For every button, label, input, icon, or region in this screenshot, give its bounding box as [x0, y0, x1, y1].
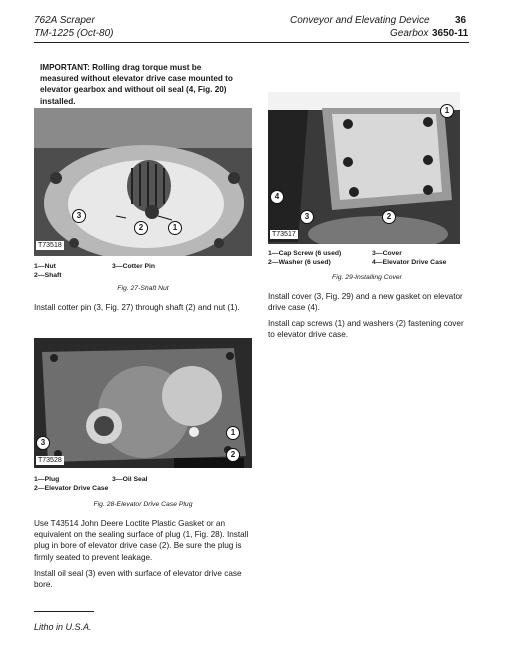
section-title: Conveyor and Elevating Device: [290, 15, 430, 26]
fig29-tag: T73517: [272, 231, 296, 238]
page-number: 36: [455, 15, 467, 26]
fig27-callout-1: 1: [168, 221, 182, 235]
fig27-legend-3: 3—Cotter Pin: [112, 263, 156, 270]
footer-rule: [34, 611, 94, 612]
fig27-tag: T73518: [38, 242, 62, 249]
fig28-legend-1: 1—Plug: [34, 476, 60, 483]
fig29-caption: Fig. 29-Installing Cover: [332, 274, 402, 281]
header-rule: [34, 42, 469, 43]
fig27-callout-3: 3: [72, 209, 86, 223]
fig27-legend-2: 2—Shaft: [34, 272, 62, 279]
manual-number: TM-1225 (Oct-80): [34, 28, 114, 39]
fig29-callout-3: 3: [300, 210, 314, 224]
fig28-callout-1: 1: [226, 426, 240, 440]
fig29-callout-2: 2: [382, 210, 396, 224]
left-para-3: Install oil seal (3) even with surface of elevator drive case bore.: [34, 569, 242, 590]
fig29-legend-3: 3—Cover: [372, 250, 402, 257]
fig29-photo: [268, 92, 460, 244]
litho-note: Litho in U.S.A.: [34, 622, 92, 632]
manual-title: 762A Scraper: [34, 15, 95, 26]
fig27-legend-1: 1—Nut: [34, 263, 56, 270]
fig28-callout-2: 2: [226, 448, 240, 462]
fig27-callout-2: 2: [134, 221, 148, 235]
section-number: 3650-11: [432, 28, 469, 39]
fig28-legend-2: 2—Elevator Drive Case: [34, 485, 109, 492]
fig29-callout-4: 4: [270, 190, 284, 204]
fig27-caption: Fig. 27-Shaft Nut: [117, 285, 169, 292]
subsection-title: Gearbox: [390, 28, 429, 39]
fig29-legend-4: 4—Elevator Drive Case: [372, 259, 447, 266]
left-para-1: Install cotter pin (3, Fig. 27) through shaft (2) and nut (1).: [34, 303, 240, 312]
fig29-legend-1: 1—Cap Screw (6 used): [268, 250, 342, 257]
right-para-2: Install cap screws (1) and washers (2) fastening cover to elevator drive case.: [268, 319, 464, 340]
important-note: IMPORTANT: Rolling drag torque must be measured without elevator drive case mounted to elevator gearbox and without oil seal (4, Fig. 20) installed.: [40, 63, 233, 106]
fig28-caption: Fig. 28-Elevator Drive Case Plug: [93, 501, 193, 508]
fig29-callout-1: 1: [440, 104, 454, 118]
fig28-tag: T73528: [38, 457, 62, 464]
left-para-2: Use T43514 John Deere Loctite Plastic Gasket or an equivalent on the sealing surface of plug (1, Fig. 28). Install plug in bore of elevator drive case (2). Be sure the plug is firmly seated to prevent leakage.: [34, 519, 249, 562]
fig28-legend-3: 3—Oil Seal: [112, 476, 148, 483]
fig29-legend-2: 2—Washer (6 used): [268, 259, 331, 266]
fig28-photo: [34, 338, 252, 468]
right-para-1: Install cover (3, Fig. 29) and a new gasket on elevator drive case (4).: [268, 292, 463, 313]
fig28-callout-3: 3: [36, 436, 50, 450]
